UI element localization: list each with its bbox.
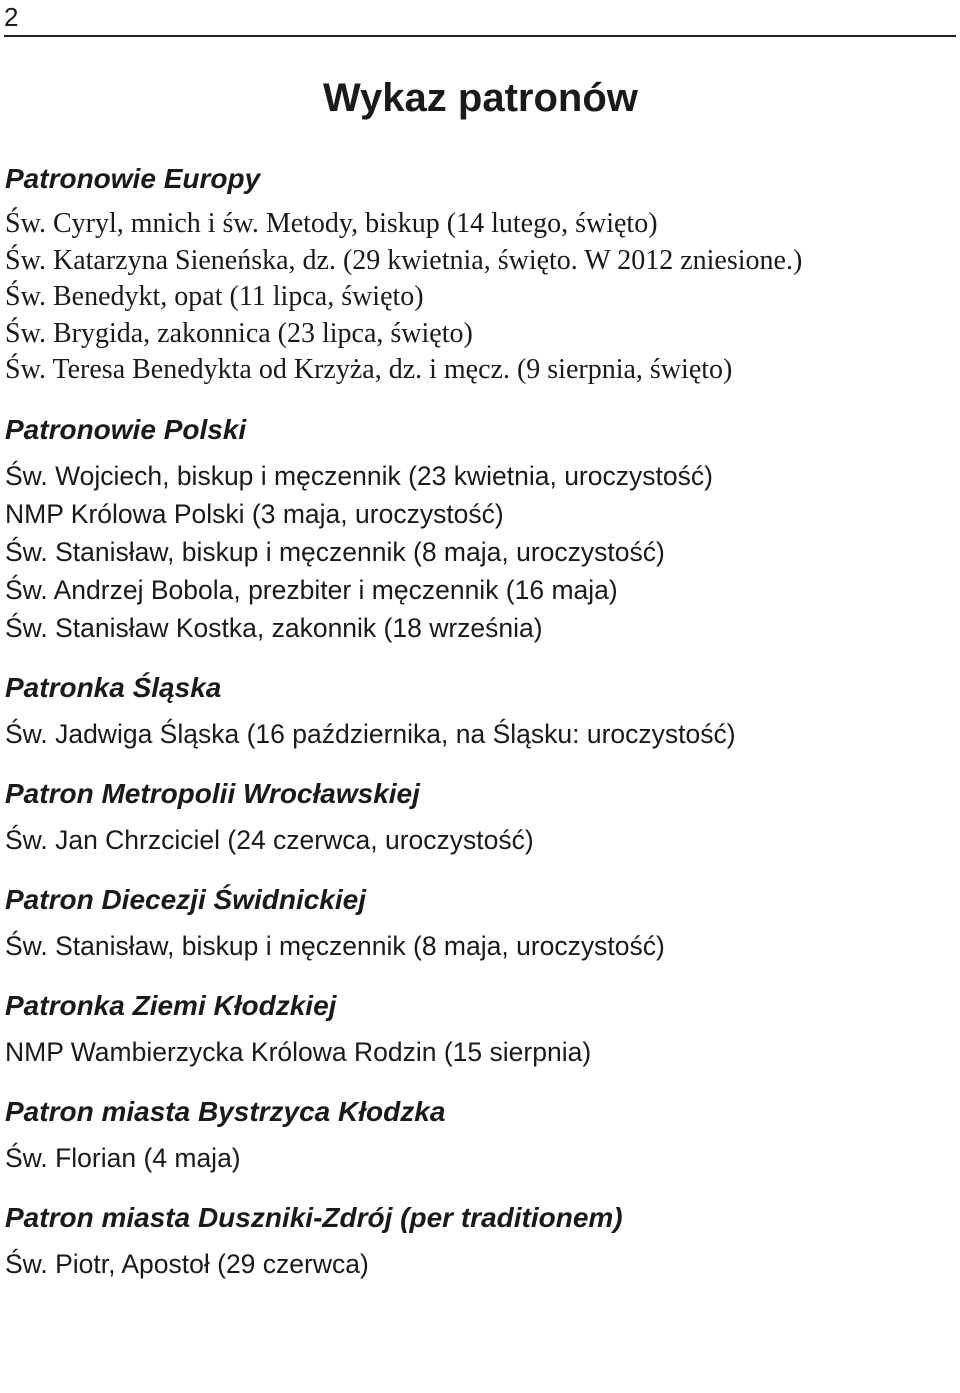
list-item: Św. Jadwiga Śląska (16 października, na Śląsku: uroczystość) <box>5 718 736 749</box>
section-patroness-silesia <box>5 668 955 753</box>
list-item: Św. Piotr, Apostoł (29 czerwca) <box>5 1248 369 1279</box>
section-heading: Patron miasta Duszniki-Zdrój (per traditionem) <box>5 1201 623 1233</box>
list-item: Św. Florian (4 maja) <box>5 1142 241 1173</box>
entry-list <box>5 715 955 753</box>
section-patrons-europe <box>5 159 955 389</box>
section-heading: Patronka Śląska <box>5 671 222 703</box>
section-patron-bystrzyca-klodzka <box>5 1092 955 1177</box>
entry-list <box>5 206 955 389</box>
list-item: Św. Cyryl, mnich i św. Metody, biskup (14 lutego, święto) <box>5 208 658 239</box>
list-item: Św. Brygida, zakonnica (23 lipca, święto) <box>5 317 473 349</box>
page-title: Wykaz patronów <box>323 76 638 120</box>
list-item: Św. Stanisław, biskup i męczennik (8 maja, uroczystość) <box>5 930 665 961</box>
section-patroness-klodzko-land <box>5 986 955 1071</box>
section-heading: Patronowie Europy <box>5 163 261 194</box>
entry-list <box>5 821 955 859</box>
section-heading: Patron Diecezji Świdnickiej <box>5 883 367 915</box>
section-patron-wroclaw-metropolis <box>5 774 955 859</box>
list-item: Św. Jan Chrzciciel (24 czerwca, uroczystość) <box>5 824 534 855</box>
page-number: 2 <box>4 2 19 32</box>
header-rule <box>4 35 956 37</box>
list-item: Św. Andrzej Bobola, prezbiter i męczennik (16 maja) <box>5 574 618 605</box>
section-patron-duszniki-zdroj <box>5 1198 955 1283</box>
section-heading: Patron miasta Bystrzyca Kłodzka <box>5 1095 446 1127</box>
section-heading: Patronka Ziemi Kłodzkiej <box>5 989 337 1021</box>
entry-list <box>5 1245 955 1283</box>
list-item: Św. Katarzyna Sieneńska, dz. (29 kwietnia, święto. W 2012 zniesione.) <box>5 244 803 276</box>
entry-list <box>5 927 955 965</box>
list-item: Św. Benedykt, opat (11 lipca, święto) <box>5 281 424 312</box>
entry-list <box>5 1139 955 1177</box>
section-patrons-poland <box>5 410 955 647</box>
patron-list <box>5 159 955 1304</box>
list-item: Św. Stanisław Kostka, zakonnik (18 września) <box>5 612 543 643</box>
list-item: Św. Teresa Benedykta od Krzyża, dz. i męcz. (9 sierpnia, święto) <box>5 354 733 385</box>
list-item: NMP Królowa Polski (3 maja, uroczystość) <box>5 498 504 529</box>
section-patron-swidnica-diocese <box>5 880 955 965</box>
section-heading: Patron Metropolii Wrocławskiej <box>5 777 420 809</box>
section-heading: Patronowie Polski <box>5 413 247 445</box>
entry-list <box>5 457 955 647</box>
entry-list <box>5 1033 955 1071</box>
list-item: Św. Stanisław, biskup i męczennik (8 maja, uroczystość) <box>5 536 665 567</box>
list-item: Św. Wojciech, biskup i męczennik (23 kwietnia, uroczystość) <box>5 460 713 491</box>
list-item: NMP Wambierzycka Królowa Rodzin (15 sierpnia) <box>5 1036 592 1067</box>
